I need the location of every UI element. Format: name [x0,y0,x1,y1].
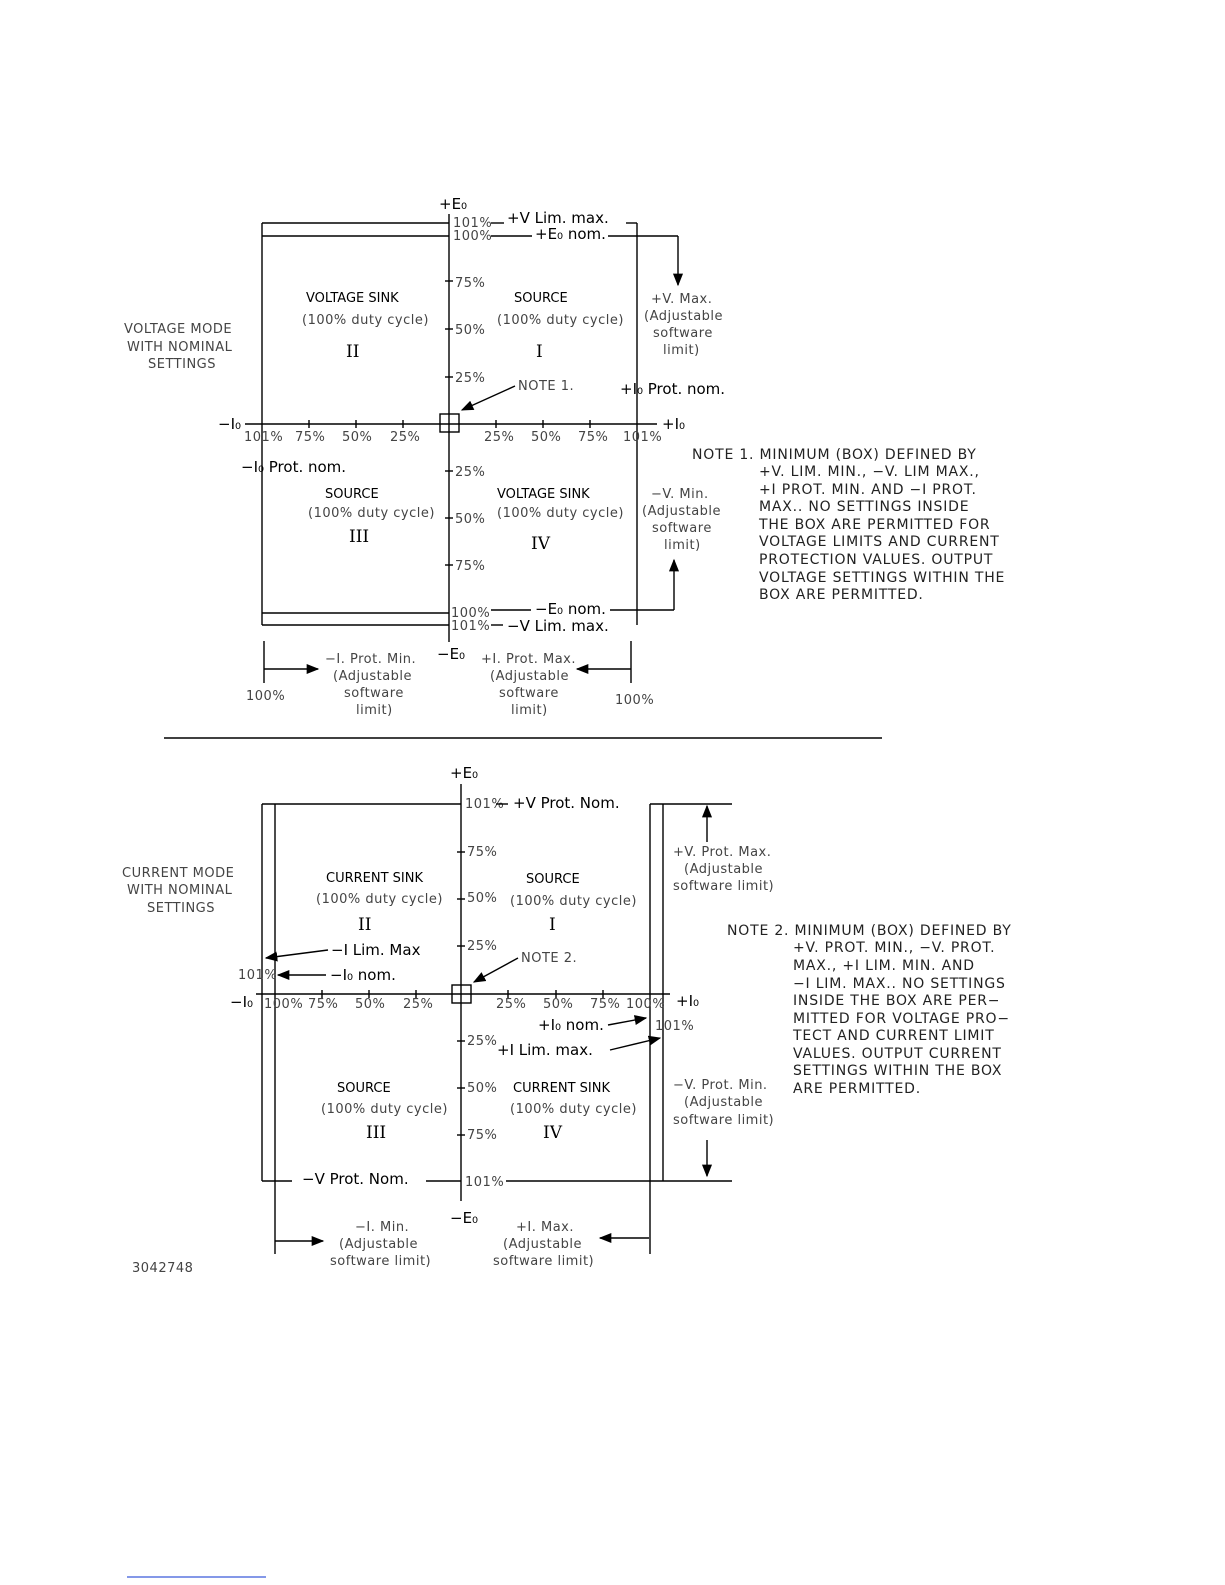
vmin-note-line: (Adjustable [642,504,722,519]
vmax-note-line: (Adjustable [644,309,724,324]
quadrant-3-roman: III [349,527,370,547]
right-101-label: 101% [655,1019,695,1034]
note-2-line: −I LIM. MAX.. NO SETTINGS [793,976,1006,992]
quadrant-4-duty: (100% duty cycle) [510,1102,637,1117]
vprot-nom-neg-label: −V Prot. Nom. [302,1170,409,1188]
x-tick-label: 25% [390,430,421,445]
axis-label-pos-i: +I₀ [676,992,700,1010]
x-tick-label: 75% [308,997,339,1012]
quadrant-4-roman: IV [531,534,550,554]
y-tick-label: 101% [453,216,493,231]
mode-label-line: CURRENT MODE [122,866,235,881]
axis-label-neg-i: −I₀ [230,993,254,1011]
quadrant-1-duty: (100% duty cycle) [510,894,637,909]
vprot-min-note-line: (Adjustable [684,1095,764,1110]
left-100-label: 100% [246,689,286,704]
iprot-max-note-line: +I. Prot. Max. [481,652,576,667]
note-1-line: THE BOX ARE PERMITTED FOR [759,517,991,533]
y-tick-label: 50% [455,512,486,527]
y-tick-label: 25% [467,939,498,954]
mode-label-line: WITH NOMINAL [127,340,233,355]
iprot-nom-neg-label: −I₀ Prot. nom. [241,458,347,476]
quadrant-3-duty: (100% duty cycle) [321,1102,448,1117]
axis-label-neg-i: −I₀ [218,415,242,433]
voltage-mode-diagram [124,195,1005,718]
note-1-line: PROTECTION VALUES. OUTPUT [759,552,994,568]
quadrant-3-title: SOURCE [337,1081,391,1096]
y-tick-label: 101% [465,797,505,812]
quadrant-2-roman: II [358,915,372,935]
mode-label-line: SETTINGS [148,357,217,372]
note-2-line: INSIDE THE BOX ARE PER− [793,993,1001,1009]
right-100-label: 100% [615,693,655,708]
iprot-min-note-line: −I. Prot. Min. [325,652,417,667]
vprot-max-note-line: +V. Prot. Max. [673,845,772,860]
vlim-max-pos-label: +V Lim. max. [507,209,609,227]
quadrant-2-roman: II [346,342,360,362]
note-2-line: MITTED FOR VOLTAGE PRO− [793,1011,1010,1027]
note-1-line: VOLTAGE SETTINGS WITHIN THE [759,570,1006,586]
quadrant-2-title: VOLTAGE SINK [306,291,399,306]
ilim-max-neg-label: −I Lim. Max [331,941,421,959]
note-1-pointer [462,386,515,410]
vprot-max-note-line: (Adjustable [684,862,764,877]
quadrant-1-roman: I [549,915,556,935]
x-tick-label: 25% [484,430,515,445]
mode-label-line: VOLTAGE MODE [124,322,233,337]
iprot-min-note-line: (Adjustable [333,669,413,684]
vlim-max-neg-label: −V Lim. max. [507,617,609,635]
imax-note-line: software limit) [493,1254,595,1269]
note-1-line: VOLTAGE LIMITS AND CURRENT [759,534,1000,550]
x-tick-label: 75% [295,430,326,445]
current-mode-diagram [122,764,1012,1269]
y-tick-label: 101% [465,1175,505,1190]
y-tick-label: 75% [455,276,486,291]
vmax-note-line: +V. Max. [651,292,713,307]
note-1-line: MAX.. NO SETTINGS INSIDE [759,499,970,515]
x-tick-label: 100% [626,997,666,1012]
y-tick-label: 25% [467,1034,498,1049]
vprot-nom-pos-label: +V Prot. Nom. [513,794,620,812]
quadrant-4-title: VOLTAGE SINK [497,487,590,502]
quadrant-4-roman: IV [543,1123,562,1143]
iprot-max-note-line: software [499,686,559,701]
quadrant-1-duty: (100% duty cycle) [497,313,624,328]
note-2-line: TECT AND CURRENT LIMIT [793,1028,995,1044]
vprot-min-note-line: software limit) [673,1113,775,1128]
mode-label-line: SETTINGS [147,901,216,916]
quadrant-2-title: CURRENT SINK [326,871,424,886]
axis-label-neg-e: −E₀ [450,1209,479,1227]
note-1-line: +V. LIM. MIN., −V. LIM MAX., [759,464,980,480]
vmin-note-line: limit) [664,538,701,553]
quadrant-4-title: CURRENT SINK [513,1081,611,1096]
note-2-line: MAX., +I LIM. MIN. AND [793,958,975,974]
vmax-note-line: software [653,326,713,341]
mode-label-line: WITH NOMINAL [127,883,233,898]
note-1-line: +I PROT. MIN. AND −I PROT. [759,482,977,498]
y-tick-label: 50% [467,1081,498,1096]
y-tick-label: 101% [451,619,491,634]
x-tick-label: 101% [244,430,284,445]
note-2-pointer-label: NOTE 2. [521,951,578,966]
quadrant-2-duty: (100% duty cycle) [316,892,443,907]
vprot-min-note-line: −V. Prot. Min. [673,1078,768,1093]
note-2-line: +V. PROT. MIN., −V. PROT. [793,940,996,956]
ilim-max-pos-label: +I Lim. max. [497,1041,593,1059]
quadrant-4-duty: (100% duty cycle) [497,506,624,521]
iprot-max-note-line: limit) [511,703,548,718]
y-tick-label: 75% [467,845,498,860]
x-tick-label: 101% [623,430,663,445]
note-2-line: SETTINGS WITHIN THE BOX [793,1063,1003,1079]
axis-label-pos-i: +I₀ [662,415,686,433]
quadrant-3-roman: III [366,1123,387,1143]
x-tick-label: 100% [264,997,304,1012]
y-tick-label: 25% [455,371,486,386]
y-tick-label: 50% [455,323,486,338]
ilim-max-pos-pointer [610,1038,660,1050]
note-2-pointer [474,958,518,982]
iprot-min-note-line: software [344,686,404,701]
note-1-line: NOTE 1. MINIMUM (BOX) DEFINED BY [692,447,977,463]
x-tick-label: 50% [543,997,574,1012]
x-tick-label: 75% [590,997,621,1012]
y-tick-label: 50% [467,891,498,906]
note-1-line: BOX ARE PERMITTED. [759,587,924,603]
eo-nom-neg-label: −E₀ nom. [535,600,606,618]
y-tick-label: 100% [451,606,491,621]
left-101-label: 101% [238,968,278,983]
x-tick-label: 25% [403,997,434,1012]
figure-id: 3042748 [132,1261,194,1276]
iprot-max-note-line: (Adjustable [490,669,570,684]
quadrant-3-duty: (100% duty cycle) [308,506,435,521]
imin-note-line: (Adjustable [339,1237,419,1252]
note-2-line: ARE PERMITTED. [793,1081,921,1097]
x-tick-label: 50% [355,997,386,1012]
y-tick-label: 75% [467,1128,498,1143]
note-1-pointer-label: NOTE 1. [518,379,575,394]
axis-label-pos-e: +E₀ [450,764,479,782]
eo-nom-pos-label: +E₀ nom. [535,225,606,243]
quadrant-3-title: SOURCE [325,487,379,502]
imax-note-line: (Adjustable [503,1237,583,1252]
note-2-line: VALUES. OUTPUT CURRENT [793,1046,1002,1062]
y-tick-label: 75% [455,559,486,574]
x-tick-label: 50% [531,430,562,445]
x-tick-label: 25% [496,997,527,1012]
quadrant-1-title: SOURCE [514,291,568,306]
io-nom-neg-label: −I₀ nom. [330,966,396,984]
imin-note-line: −I. Min. [355,1220,410,1235]
vmin-note-line: software [652,521,712,536]
vmax-note-line: limit) [663,343,700,358]
io-nom-pos-label: +I₀ nom. [538,1016,604,1034]
y-tick-label: 25% [455,465,486,480]
quadrant-2-duty: (100% duty cycle) [302,313,429,328]
vmin-note-line: −V. Min. [651,487,709,502]
quadrant-1-roman: I [536,342,543,362]
y-tick-label: 100% [453,229,493,244]
iprot-nom-pos-label: +I₀ Prot. nom. [620,380,726,398]
x-tick-label: 50% [342,430,373,445]
imax-note-line: +I. Max. [516,1220,574,1235]
io-nom-pos-pointer [608,1018,646,1025]
x-tick-label: 75% [578,430,609,445]
note-2-line: NOTE 2. MINIMUM (BOX) DEFINED BY [727,923,1012,939]
iprot-min-note-line: limit) [356,703,393,718]
imin-note-line: software limit) [330,1254,432,1269]
axis-label-pos-e: +E₀ [439,195,468,213]
vprot-max-note-line: software limit) [673,879,775,894]
axis-label-neg-e: −E₀ [437,645,466,663]
quadrant-1-title: SOURCE [526,872,580,887]
